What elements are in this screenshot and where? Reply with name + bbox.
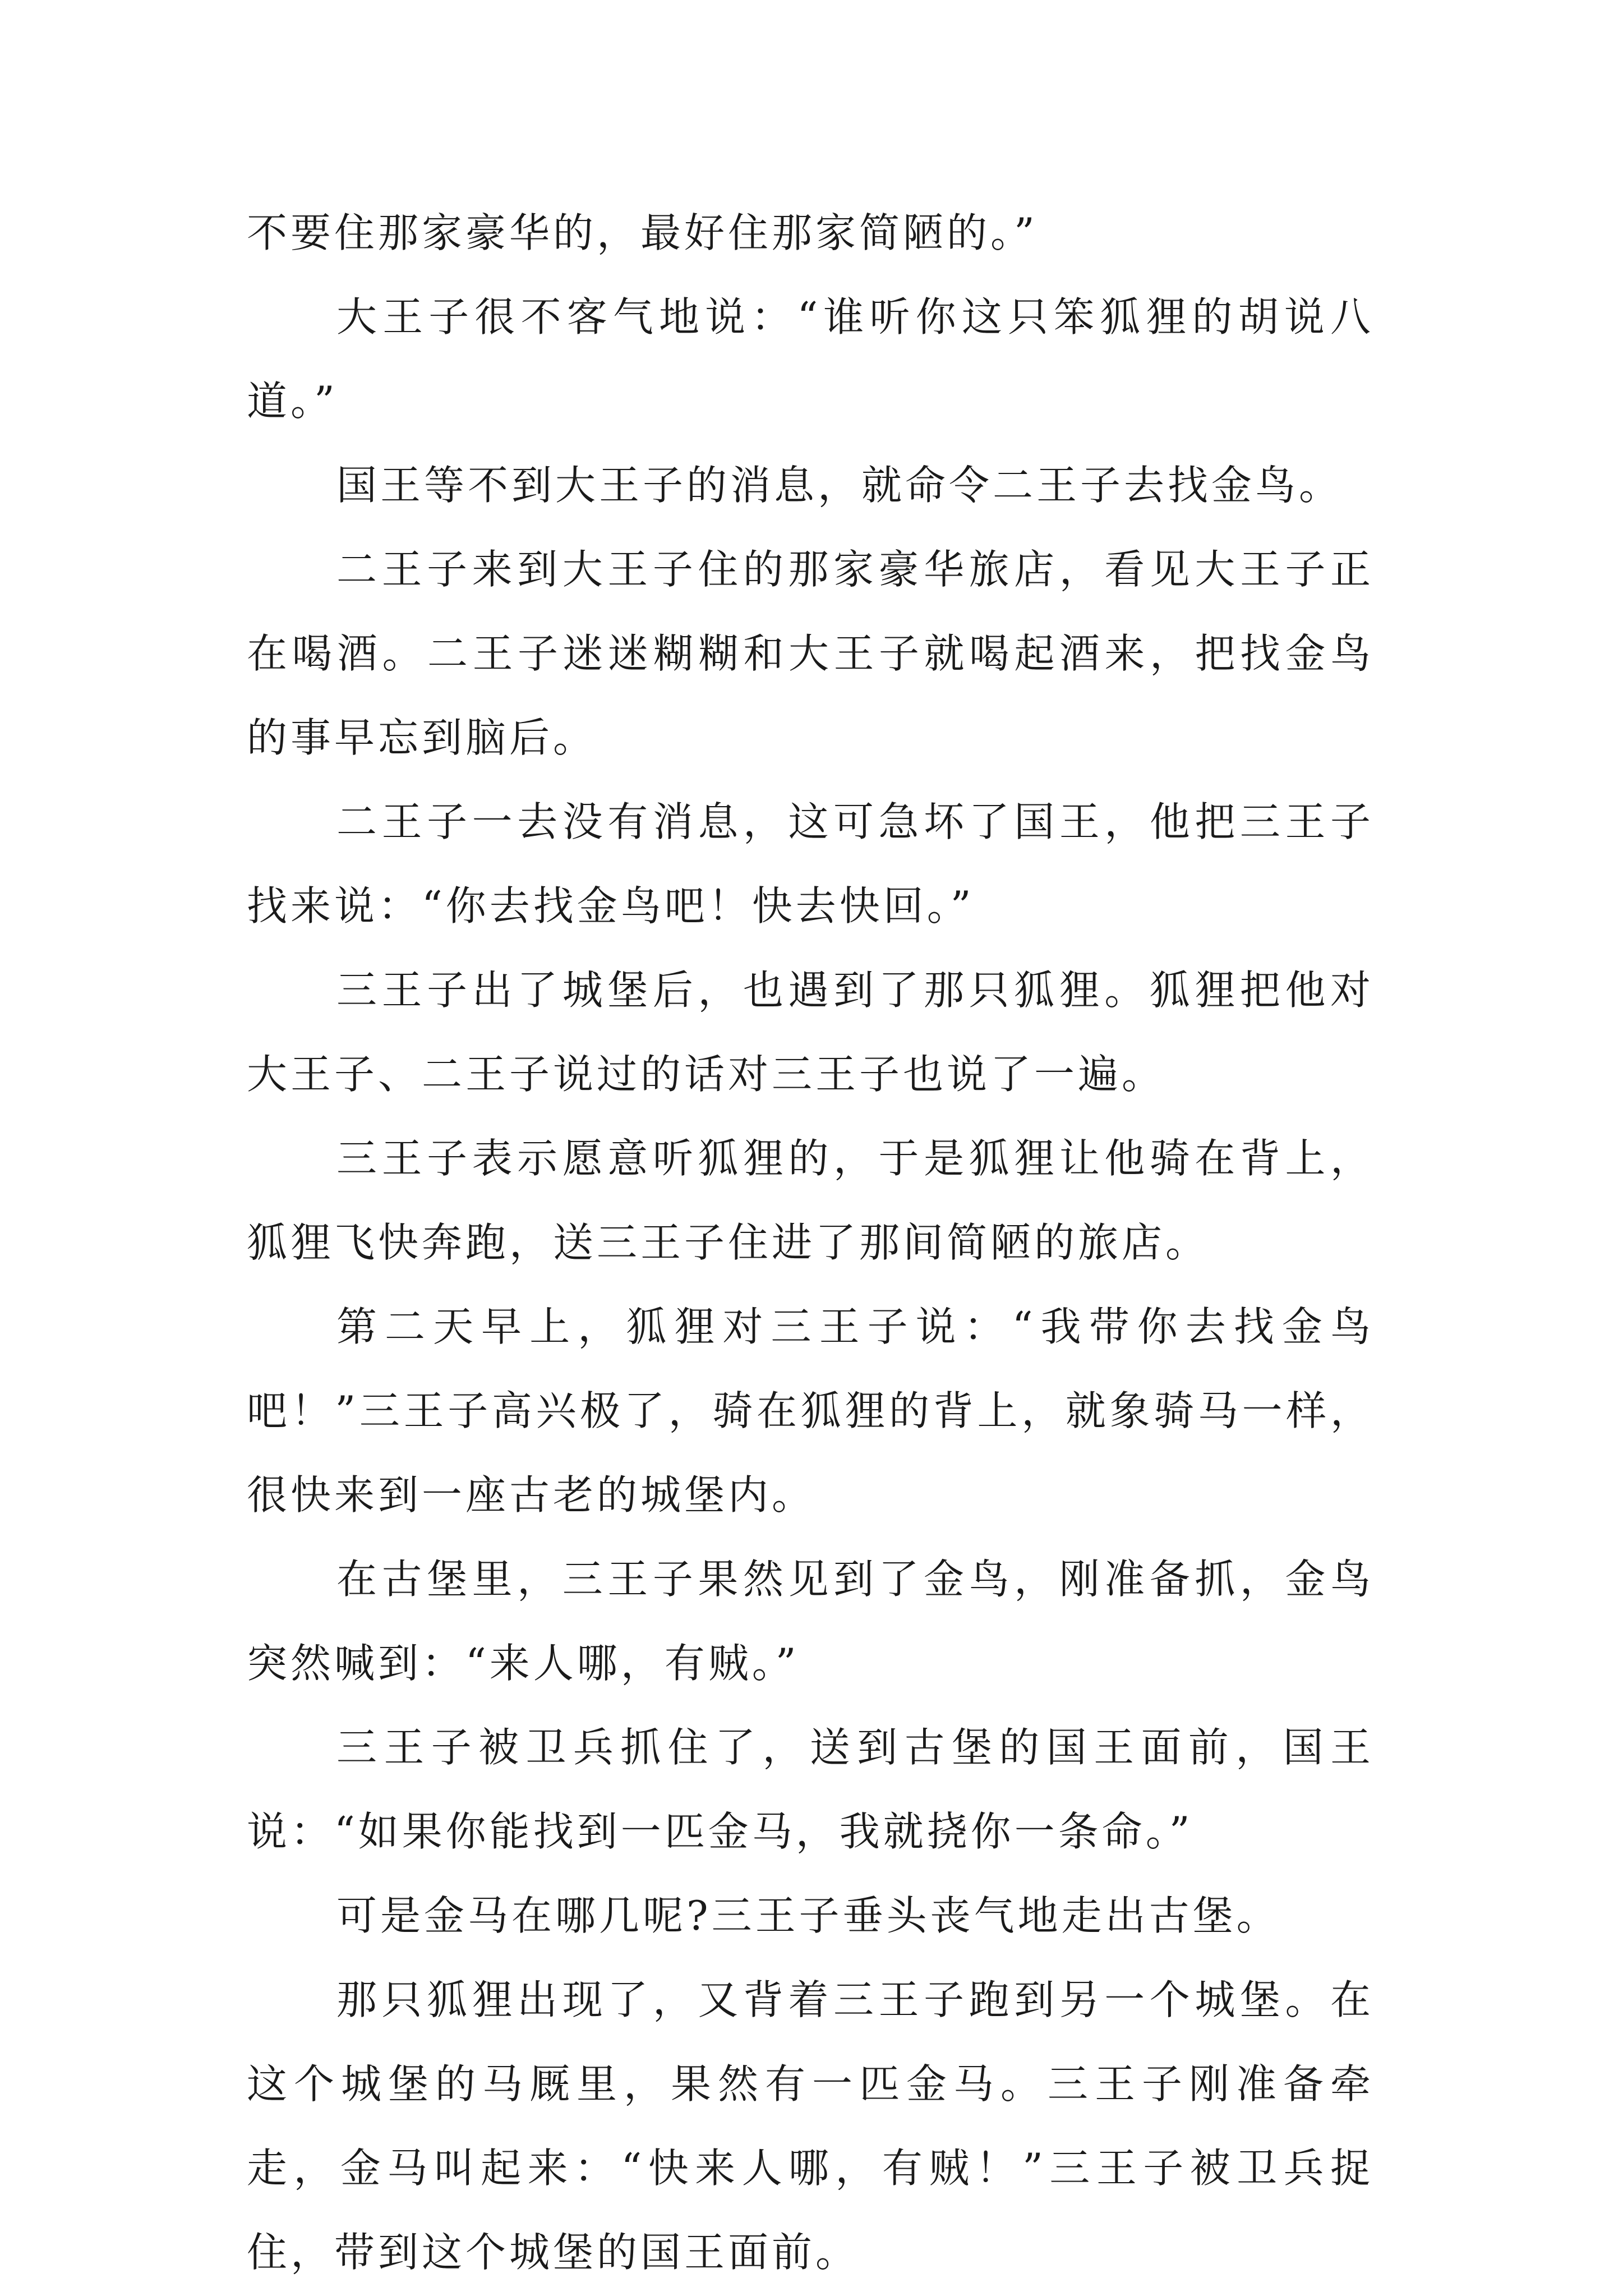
paragraph: 二王子一去没有消息，这可急坏了国王，他把三王子找来说：“你去找金鸟吧！快去快回。” xyxy=(247,798,1374,930)
paragraph: 国王等不到大王子的消息，就命令二王子去找金鸟。 xyxy=(336,462,1343,509)
paragraph: 第二天早上，狐狸对三王子说：“我带你去找金鸟吧！”三王子高兴极了，骑在狐狸的背上，就象骑马一样，很快来到一座古老的城堡内。 xyxy=(247,1303,1374,1519)
paragraph: 三王子表示愿意听狐狸的，于是狐狸让他骑在背上，狐狸飞快奔跑，送三王子住进了那间简陋的旅店。 xyxy=(247,1135,1374,1266)
story-text xyxy=(247,191,1374,2294)
paragraph: 大王子很不客气地说：“谁听你这只笨狐狸的胡说八道。” xyxy=(247,293,1374,425)
paragraph: 可是金马在哪几呢?三王子垂头丧气地走出古堡。 xyxy=(336,1892,1280,1939)
paragraph: 三王子被卫兵抓住了，送到古堡的国王面前，国王说：“如果你能找到一匹金马，我就挠你一条命。” xyxy=(247,1724,1374,1855)
paragraph: 三王子出了城堡后，也遇到了那只狐狸。狐狸把他对大王子、二王子说过的话对三王子也说了一遍。 xyxy=(247,967,1374,1098)
paragraph: 在古堡里，三王子果然见到了金鸟，刚准备抓，金鸟突然喊到：“来人哪，有贼。” xyxy=(247,1556,1374,1687)
paragraph: 那只狐狸出现了，又背着三王子跑到另一个城堡。在这个城堡的马厩里，果然有一匹金马。三王子刚准备牵走，金马叫起来：“快来人哪，有贼！”三王子被卫兵捉住，带到这个城堡的国王面前。 xyxy=(247,1976,1374,2276)
paragraph: 二王子来到大王子住的那家豪华旅店，看见大王子正在喝酒。二王子迷迷糊糊和大王子就喝起酒来，把找金鸟的事早忘到脑后。 xyxy=(247,546,1374,761)
paragraph-continued: 不要住那家豪华的，最好住那家简陋的。” xyxy=(247,209,1038,256)
